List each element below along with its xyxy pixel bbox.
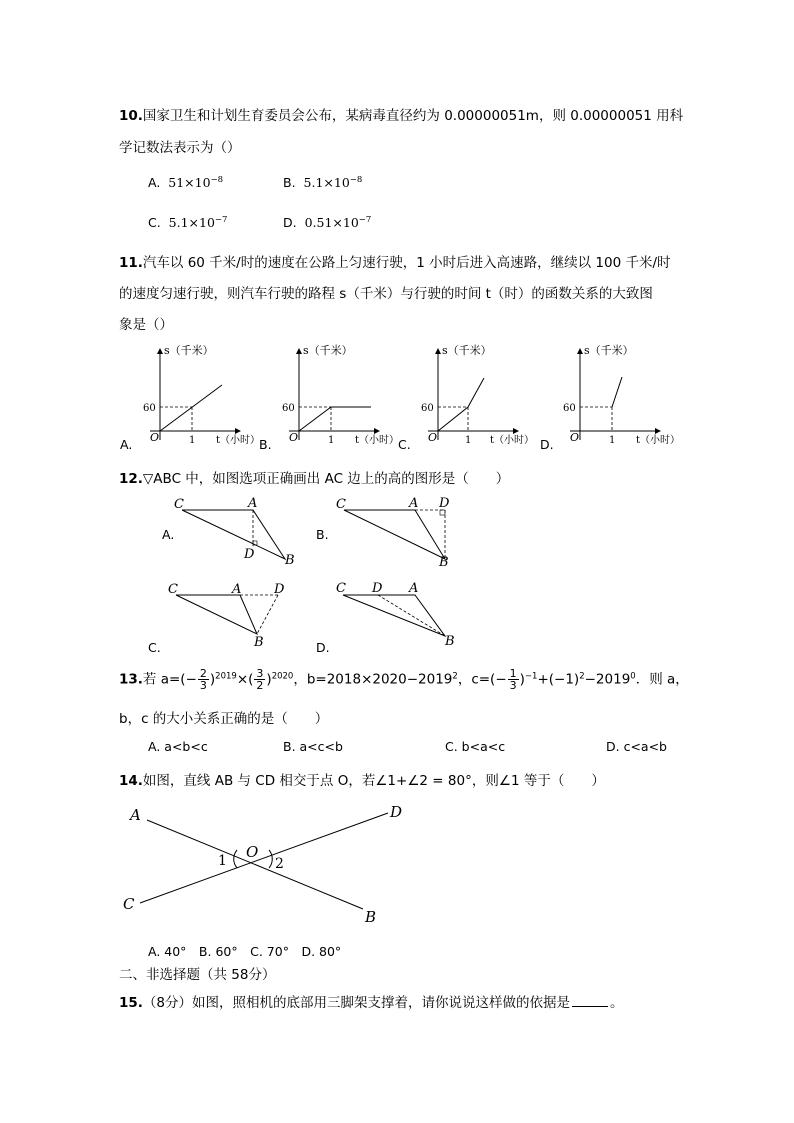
q13-number: 13. (119, 671, 143, 688)
q10-text1: 国家卫生和计划生育委员会公布，某病毒直径约为 0.00000051m，则 0.00000051 用科 (142, 108, 684, 124)
svg-text:D: D (372, 581, 383, 596)
svg-text:A: A (409, 581, 419, 596)
q12-option-b: B. (316, 527, 329, 542)
q12-figure-a (160, 492, 310, 572)
q11-graph-b (279, 340, 400, 446)
svg-text:D: D (244, 547, 255, 562)
svg-text:A: A (130, 806, 141, 824)
svg-text:C: C (336, 581, 346, 596)
q12-figure-d (333, 578, 483, 648)
q15-number: 15. (119, 995, 143, 1011)
q14-number: 14. (119, 773, 143, 789)
s-axis-label: s（千米） (442, 344, 492, 357)
q12-figure-c (160, 578, 310, 648)
t-axis-label: t（小时） (490, 435, 535, 446)
q13-line1: 13.若 a=(− $\frac{2}{3}$ )$^{2019}$×( $\frac{3}{2}$ )$^{2020}$，$b=2018\times 2020-2019^2$，c=(− $\frac{1}{3}$ )$^{-1}+(-1)^2-2019^0$．则 a， (119, 667, 689, 692)
q12-option-a: A. (162, 527, 175, 542)
q12-text: ▽ABC 中，如图选项正确画出 AC 边上的高的图形是（ ） (142, 471, 510, 487)
svg-text:2: 2 (275, 856, 284, 872)
q15-line: 15.（8分）如图，照相机的底部用三脚架支撑着，请你说说这样做的依据是 。 (119, 995, 624, 1011)
q10-option-d: D. $0.51\times 10^{-7}$ (283, 215, 372, 230)
t-axis-label: t（小时） (216, 435, 261, 446)
q12-line (119, 467, 509, 487)
q11-option-a: A. (120, 437, 133, 452)
x-tick-1: 1 (189, 435, 196, 446)
svg-text:D: D (439, 496, 450, 511)
svg-text:C: C (174, 497, 184, 512)
origin-label: O (150, 431, 160, 444)
svg-text:C: C (123, 895, 135, 913)
svg-text:B: B (365, 908, 377, 926)
svg-text:A: A (248, 496, 258, 511)
q11-graph-d (560, 340, 681, 446)
q12-option-c: C. (148, 640, 161, 655)
svg-text:B: B (285, 553, 295, 568)
q15-answer-blank[interactable] (572, 1006, 608, 1007)
q14-figure (115, 795, 415, 930)
x-tick-1: 1 (465, 435, 472, 446)
t-axis-label: t（小时） (355, 435, 400, 446)
q10-line1 (119, 104, 683, 124)
q11-line1 (119, 251, 671, 271)
svg-text:B: B (254, 635, 264, 650)
origin-label: O (289, 431, 299, 444)
svg-text:A: A (409, 496, 419, 511)
x-tick-1: 1 (328, 435, 335, 446)
svg-text:O: O (246, 843, 259, 861)
q11-option-d: D. (540, 437, 554, 452)
svg-text:B: B (445, 634, 455, 649)
origin-label: O (428, 431, 438, 444)
q12-figure-b (333, 492, 483, 572)
q10-option-c: C. $5.1\times 10^{-7}$ (148, 215, 228, 230)
svg-text:A: A (232, 582, 242, 597)
q13-option-a: A. a<b<c (148, 739, 208, 754)
q10-text2: 学记数法表示为（） (119, 140, 241, 156)
q13-option-b: B. a<c<b (283, 739, 343, 754)
q12-option-d: D. (316, 640, 330, 655)
t-axis-label: t（小时） (636, 435, 681, 446)
svg-text:C: C (336, 497, 346, 512)
q10-option-b: B. $5.1\times 10^{-8}$ (283, 175, 363, 190)
s-axis-label: s（千米） (584, 344, 634, 357)
s-axis-label: s（千米） (164, 344, 214, 357)
svg-text:D: D (390, 803, 403, 821)
section2-title: 二、非选择题（共 58分） (119, 967, 276, 983)
q10-number: 10. (119, 108, 143, 124)
q13-option-d: D. c<a<b (606, 739, 667, 754)
q11-text1: 汽车以 60 千米/时的速度在公路上匀速行驶，1 小时后进入高速路，继续以 100 千米/时 (142, 255, 671, 271)
svg-text:C: C (168, 582, 178, 597)
svg-text:B: B (439, 555, 449, 570)
q11-graph-c (418, 340, 535, 446)
q11-graph-a (140, 340, 261, 446)
q14-options: A. 40° B. 60° C. 70° D. 80° (148, 944, 342, 959)
y-tick-60: 60 (282, 403, 295, 414)
y-tick-60: 60 (421, 403, 434, 414)
q11-text3: 象是（） (119, 317, 173, 333)
q12-number: 12. (119, 471, 143, 487)
q11-option-b: B. (259, 437, 272, 452)
s-axis-label: s（千米） (303, 344, 353, 357)
q10-option-a: A. $51\times 10^{-8}$ (148, 175, 224, 190)
svg-text:1: 1 (218, 853, 227, 869)
q13-option-c: C. b<a<c (445, 739, 506, 754)
y-tick-60: 60 (143, 403, 156, 414)
q13-line2: b，c 的大小关系正确的是（ ） (119, 711, 329, 727)
q14-line: 14.如图，直线 AB 与 CD 相交于点 O，若∠1+∠2 = 80°，则∠1 等于（ ） (119, 773, 605, 789)
q11-number: 11. (119, 255, 143, 271)
q11-text2: 的速度匀速行驶，则汽车行驶的路程 s（千米）与行驶的时间 t（时）的函数关系的大致图 (119, 286, 653, 302)
svg-text:D: D (274, 582, 285, 597)
x-tick-1: 1 (609, 435, 616, 446)
origin-label: O (570, 431, 580, 444)
q11-option-c: C. (398, 437, 411, 452)
y-tick-60: 60 (563, 403, 576, 414)
